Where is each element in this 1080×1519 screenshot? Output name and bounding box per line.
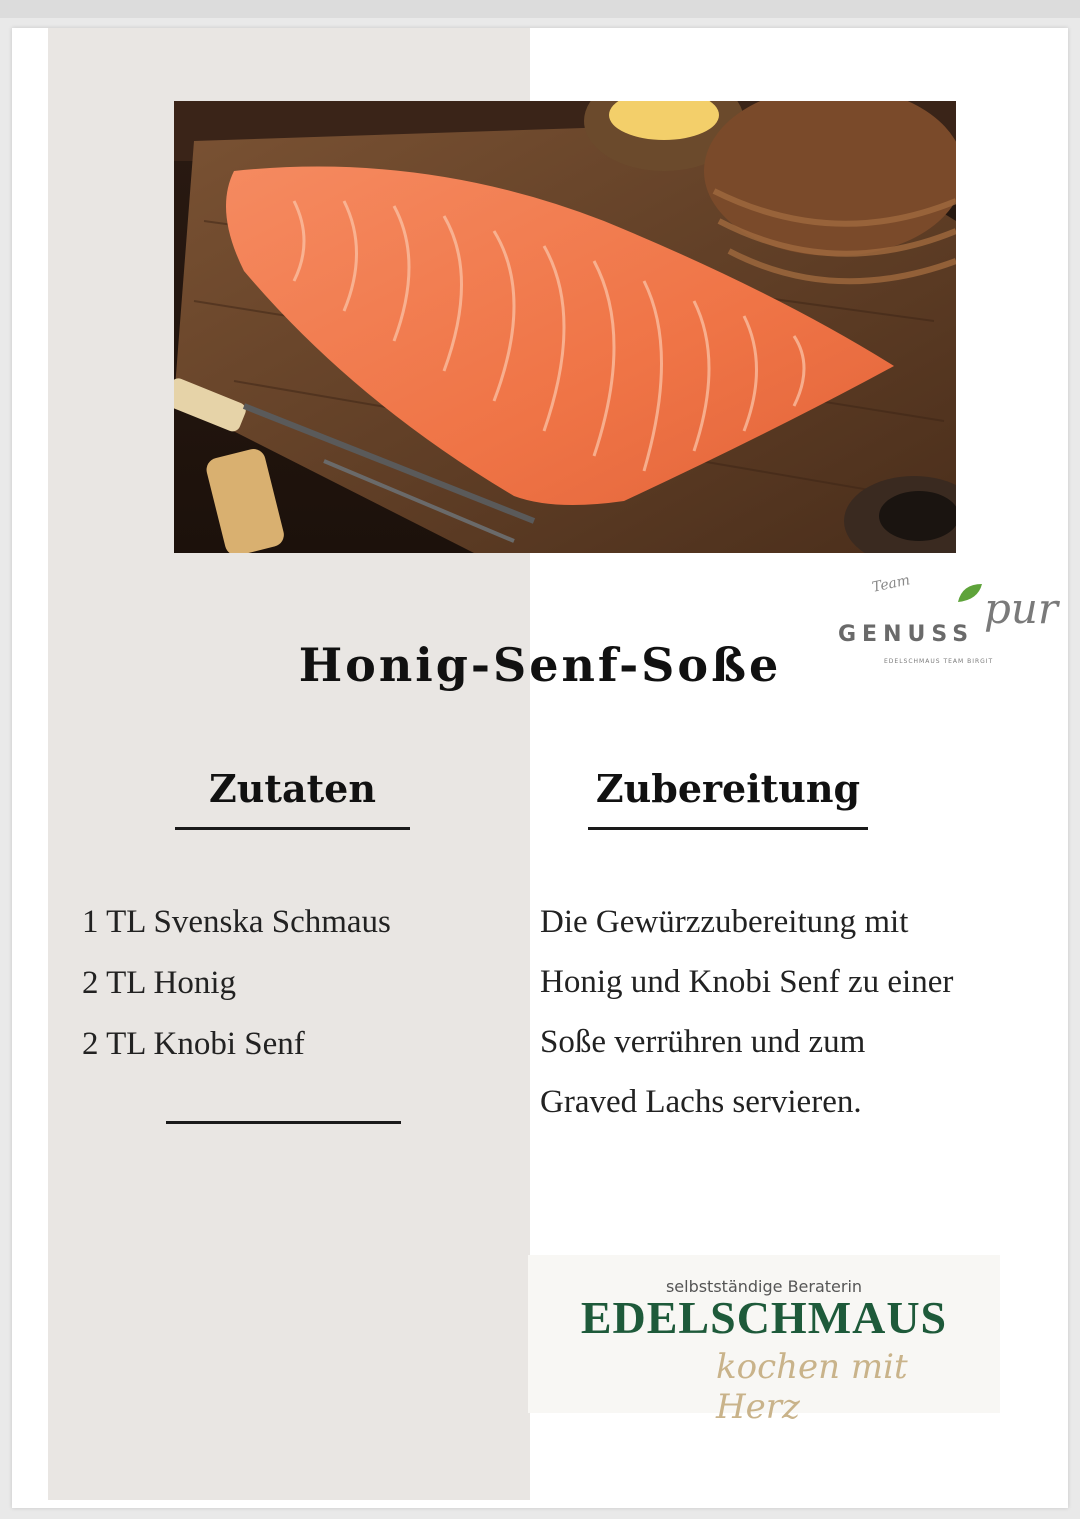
salmon-photo: [174, 101, 956, 553]
ingredients-bottom-divider: [166, 1121, 401, 1124]
edelschmaus-tagline: selbstständige Beraterin: [665, 1277, 863, 1296]
preparation-line: Graved Lachs servieren.: [540, 1084, 862, 1120]
edelschmaus-logo: [528, 1255, 1000, 1427]
preparation-line: Soße verrühren und zum: [540, 1024, 866, 1060]
preparation-line: Die Gewürzzubereitung mit: [540, 904, 909, 940]
ingredients-list: [82, 895, 391, 1078]
preparation-heading-underline: [588, 827, 868, 830]
genuss-script: pur: [984, 584, 1059, 633]
edelschmaus-script: kochen mit Herz: [716, 1347, 908, 1427]
ingredient-item: 2 TL Honig: [82, 965, 236, 1001]
preparation-line: Honig und Knobi Senf zu einer: [540, 964, 954, 1000]
ingredients-heading: Zutaten: [209, 766, 376, 811]
genuss-team-text: Team: [870, 572, 912, 596]
preparation-heading: Zubereitung: [595, 766, 861, 811]
preparation-text: [540, 895, 1030, 1135]
leaf-icon: [956, 582, 984, 608]
recipe-title: Honig-Senf-Soße: [298, 638, 782, 692]
top-strip: [0, 0, 1080, 18]
ingredient-item: 1 TL Svenska Schmaus: [82, 904, 391, 940]
edelschmaus-wordmark: EDELSCHMAUS: [580, 1292, 948, 1343]
genuss-wordmark: GENUSS: [838, 622, 975, 647]
ingredient-item: 2 TL Knobi Senf: [82, 1026, 305, 1062]
genuss-subtitle: EDELSCHMAUS TEAM BIRGIT: [884, 658, 994, 665]
ingredients-heading-underline: [175, 827, 410, 830]
